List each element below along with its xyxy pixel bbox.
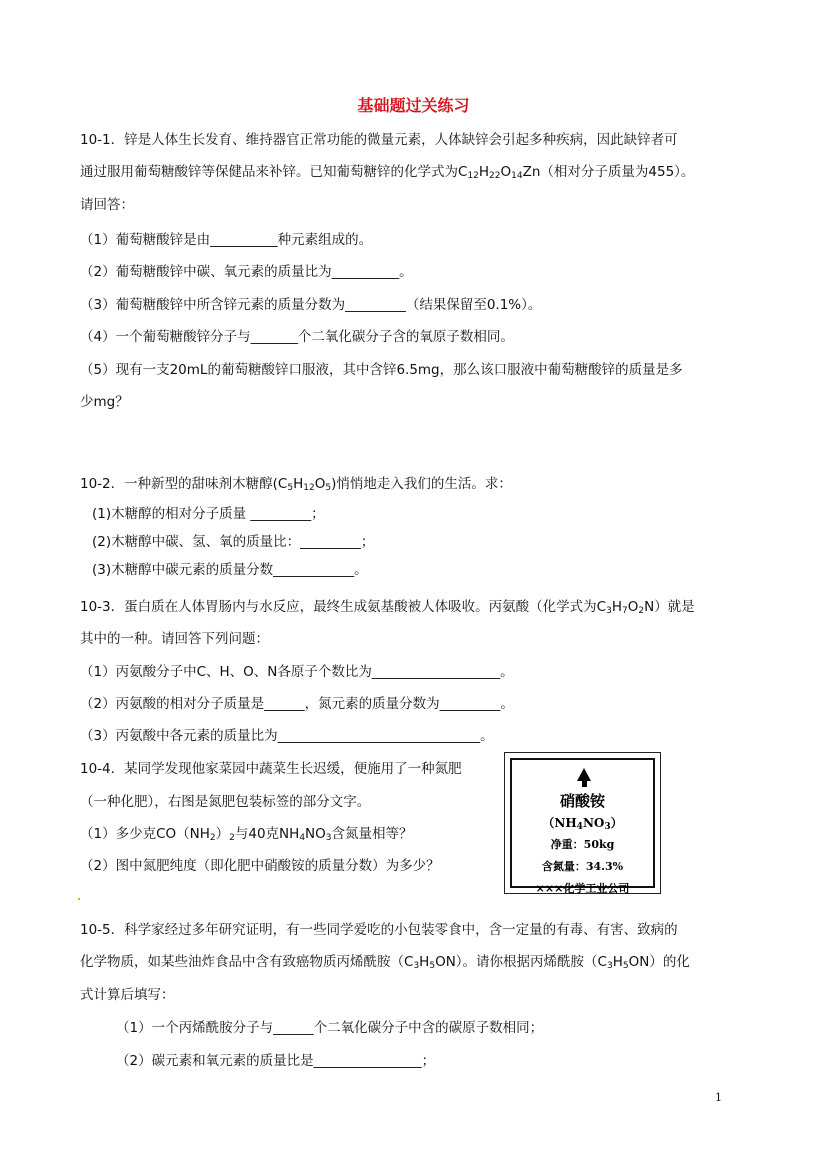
q1-intro-line3: 请回答： xyxy=(80,197,134,213)
q3-intro-text: 10-3．蛋白质在人体胃肠内与水反应，最终生成氨基酸被人体吸收。丙氨酸（化学式为 xyxy=(80,599,597,615)
q1-part3: （3）葡萄糖酸锌中所含锌元素的质量分数为_________（结果保留至0.1%）。 xyxy=(80,297,542,313)
q5-part2: （2）碳元素和氧元素的质量比是________________； xyxy=(116,1053,436,1069)
label-product-name: 硝酸铵 xyxy=(559,792,605,810)
q4-part2: （2）图中氮肥纯度（即化肥中硝酸铵的质量分数）为多少？ xyxy=(80,858,440,874)
q3-part2: （2）丙氨酸的相对分子质量是______，氮元素的质量分数为_________。 xyxy=(80,696,514,712)
q3-formula: $C_3H_7O_2N$ xyxy=(596,599,655,616)
q1-intro-text: 通过服用葡萄糖酸锌等保健品来补锌。已知葡萄糖锌的化学式为 xyxy=(80,164,458,180)
stray-mark xyxy=(78,898,80,900)
q2-intro-text-2: )悄悄地走入我们的生活。求： xyxy=(331,476,512,492)
label-company: ×××化学工业公司 xyxy=(535,882,630,895)
q1-part2: （2）葡萄糖酸锌中碳、氧元素的质量比为__________。 xyxy=(80,264,413,280)
fertilizer-label xyxy=(504,752,661,894)
q1-intro-line2 xyxy=(80,160,694,181)
label-net-weight: 净重：50kg xyxy=(550,838,615,851)
q3-intro-text-2: ）就是 xyxy=(654,599,695,615)
q2-intro-text: 10-2．一种新型的甜味剂木糖醇( xyxy=(80,476,278,492)
q4-intro-line2: （一种化肥），右图是氮肥包装标签的部分文字。 xyxy=(80,794,371,810)
q1-part5-line2: 少mg？ xyxy=(80,394,129,410)
q4-part1: （1）多少克$CO(NH_2)_2$与40克$NH_4NO_3$含氮量相等？ xyxy=(80,826,413,843)
q2-part3: (3)木糖醇中碳元素的质量分数____________。 xyxy=(92,562,368,578)
arrow-stem xyxy=(582,781,587,787)
label-nitrogen-content: 含氮量：34.3% xyxy=(541,860,624,873)
q2-intro xyxy=(80,472,512,493)
fertilizer-label-inner xyxy=(510,758,655,895)
q1-part4: （4）一个葡萄糖酸锌分子与_______个二氧化碳分子含的氧原子数相同。 xyxy=(80,329,514,345)
q3-part1: （1）丙氨酸分子中C、H、O、N各原子个数比为___________________。 xyxy=(80,664,514,680)
q3-part3: （3）丙氨酸中各元素的质量比为______________________________。 xyxy=(80,728,494,744)
q5-formula: $C_3H_5ON$ xyxy=(404,954,456,971)
q3-intro-line2: 其中的一种。请回答下列问题： xyxy=(80,631,269,647)
page-title: 基础题过关练习 xyxy=(357,96,470,115)
q3-intro-line1 xyxy=(80,595,695,616)
page-number: 1 xyxy=(715,1091,722,1104)
q1-intro-text-2: （相对分子质量为455）。 xyxy=(540,164,695,180)
q2-part2: (2)木糖醇中碳、氢、氧的质量比：_________； xyxy=(92,534,375,550)
q5-part1: （1）一个丙烯酰胺分子与______个二氧化碳分子中含的碳原子数相同； xyxy=(116,1020,544,1036)
arrow-up-icon xyxy=(577,768,591,781)
label-formula: $(NH_4NO_3)$ xyxy=(542,816,623,832)
q1-intro-line1: 10-1．锌是人体生长发育、维持器官正常功能的微量元素，人体缺锌会引起多种疾病，因此缺锌者可 xyxy=(80,132,678,148)
q5-intro-line2: 化学物质，如某些油炸食品中含有致癌物质丙烯酰胺$(C_3H_5ON)$。请你根据丙烯酰胺$(C_3H_5ON)$的化 xyxy=(80,954,690,971)
q5-intro-line1: 10-5．科学家经过多年研究证明，有一些同学爱吃的小包装零食中，含一定量的有毒、有害、致病的 xyxy=(80,922,678,938)
q2-formula: $C_5H_{12}O_5$ xyxy=(277,476,332,493)
q1-part1: （1）葡萄糖酸锌是由__________种元素组成的。 xyxy=(80,232,373,248)
q2-part1: (1)木糖醇的相对分子质量 _________； xyxy=(92,506,325,522)
q4-intro-line1: 10-4．某同学发现他家菜园中蔬菜生长迟缓，便施用了一种氮肥 xyxy=(80,761,462,777)
q5-intro-line3: 式计算后填写： xyxy=(80,987,175,1003)
q1-formula: $C_{12}H_{22}O_{14}Zn$ xyxy=(458,164,541,181)
q5-formula-repeat: $C_3H_5ON$ xyxy=(597,954,650,971)
q1-part5-line1: （5）现有一支20mL的葡萄糖酸锌口服液，其中含锌6.5mg，那么该口服液中葡萄糖酸锌的质量是多 xyxy=(80,362,683,378)
